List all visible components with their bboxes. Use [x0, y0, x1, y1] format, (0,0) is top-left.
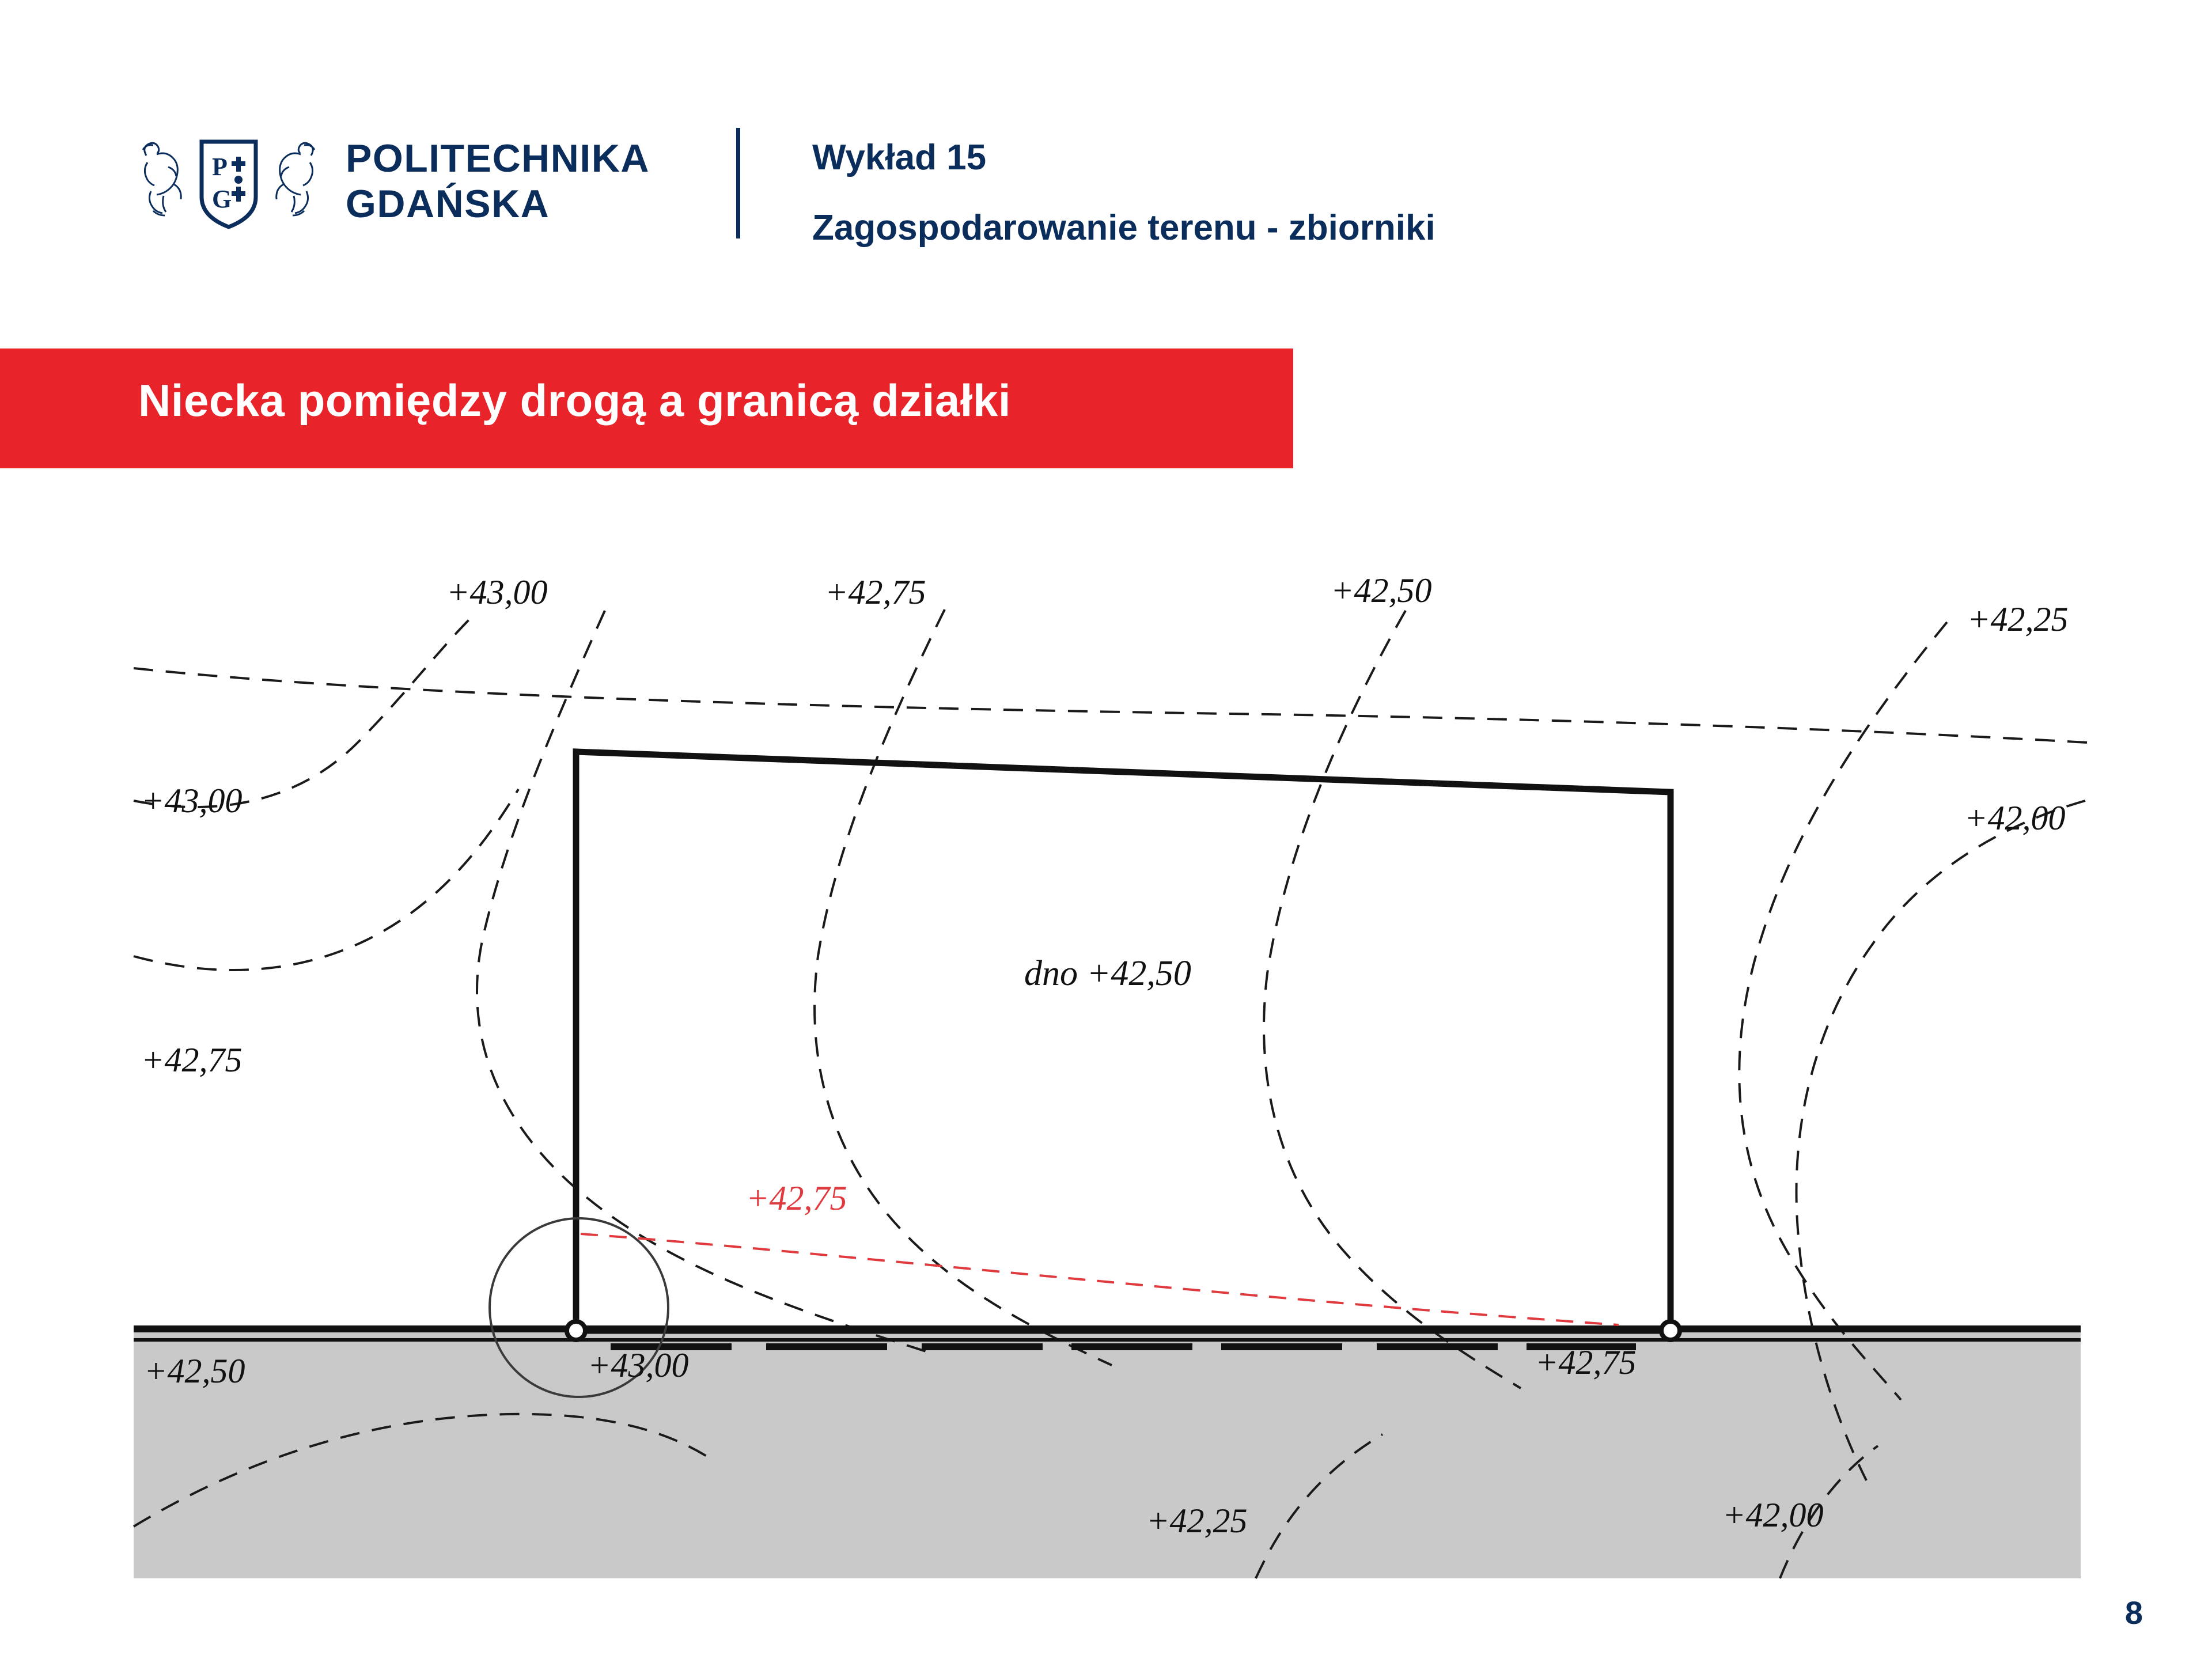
- basin-outline: [576, 752, 1671, 1331]
- page-number: 8: [2124, 1594, 2143, 1631]
- label-left-4275: +42,75: [141, 1041, 243, 1079]
- label-red-4275: +42,75: [746, 1179, 847, 1217]
- label-top-4275: +42,75: [825, 573, 926, 611]
- slide-header: [0, 0, 2212, 300]
- header-titles: [812, 135, 1435, 250]
- label-bottom-4225: +42,25: [1146, 1502, 1248, 1540]
- label-right-4200: +42,00: [1964, 799, 2066, 837]
- header-divider: [736, 128, 740, 238]
- university-logo: [134, 127, 650, 236]
- label-road-4275: +42,75: [1535, 1343, 1637, 1381]
- section-title: Niecka pomiędzy drogą a granicą działki: [138, 375, 1012, 426]
- node-right: [1661, 1321, 1680, 1340]
- label-basin-bottom: dno +42,50: [1024, 954, 1191, 993]
- label-top-4225: +42,25: [1967, 600, 2069, 638]
- label-top-4250: +42,50: [1331, 571, 1432, 609]
- ground-fill: [134, 1331, 2081, 1578]
- label-bottom-4200: +42,00: [1722, 1496, 1824, 1534]
- university-name-line1: POLITECHNIKA: [346, 137, 650, 181]
- label-left-4300: +43,00: [141, 782, 243, 820]
- label-top-4300: +43,00: [446, 573, 548, 611]
- node-left: [567, 1321, 585, 1340]
- label-left-4250: +42,50: [144, 1352, 245, 1390]
- pg-crest-icon: [134, 127, 324, 236]
- svg-text:G: G: [212, 185, 232, 213]
- label-road-4300: +43,00: [588, 1346, 689, 1384]
- technical-drawing: [0, 478, 2212, 1596]
- lecture-subject: Zagospodarowanie terenu - zbiorniki: [812, 207, 1435, 248]
- university-name: [346, 136, 650, 227]
- lecture-title: Wykład 15: [812, 138, 987, 177]
- svg-text:P: P: [212, 153, 228, 181]
- red-slope-line: [581, 1234, 1619, 1325]
- university-name-line2: GDAŃSKA: [346, 182, 550, 226]
